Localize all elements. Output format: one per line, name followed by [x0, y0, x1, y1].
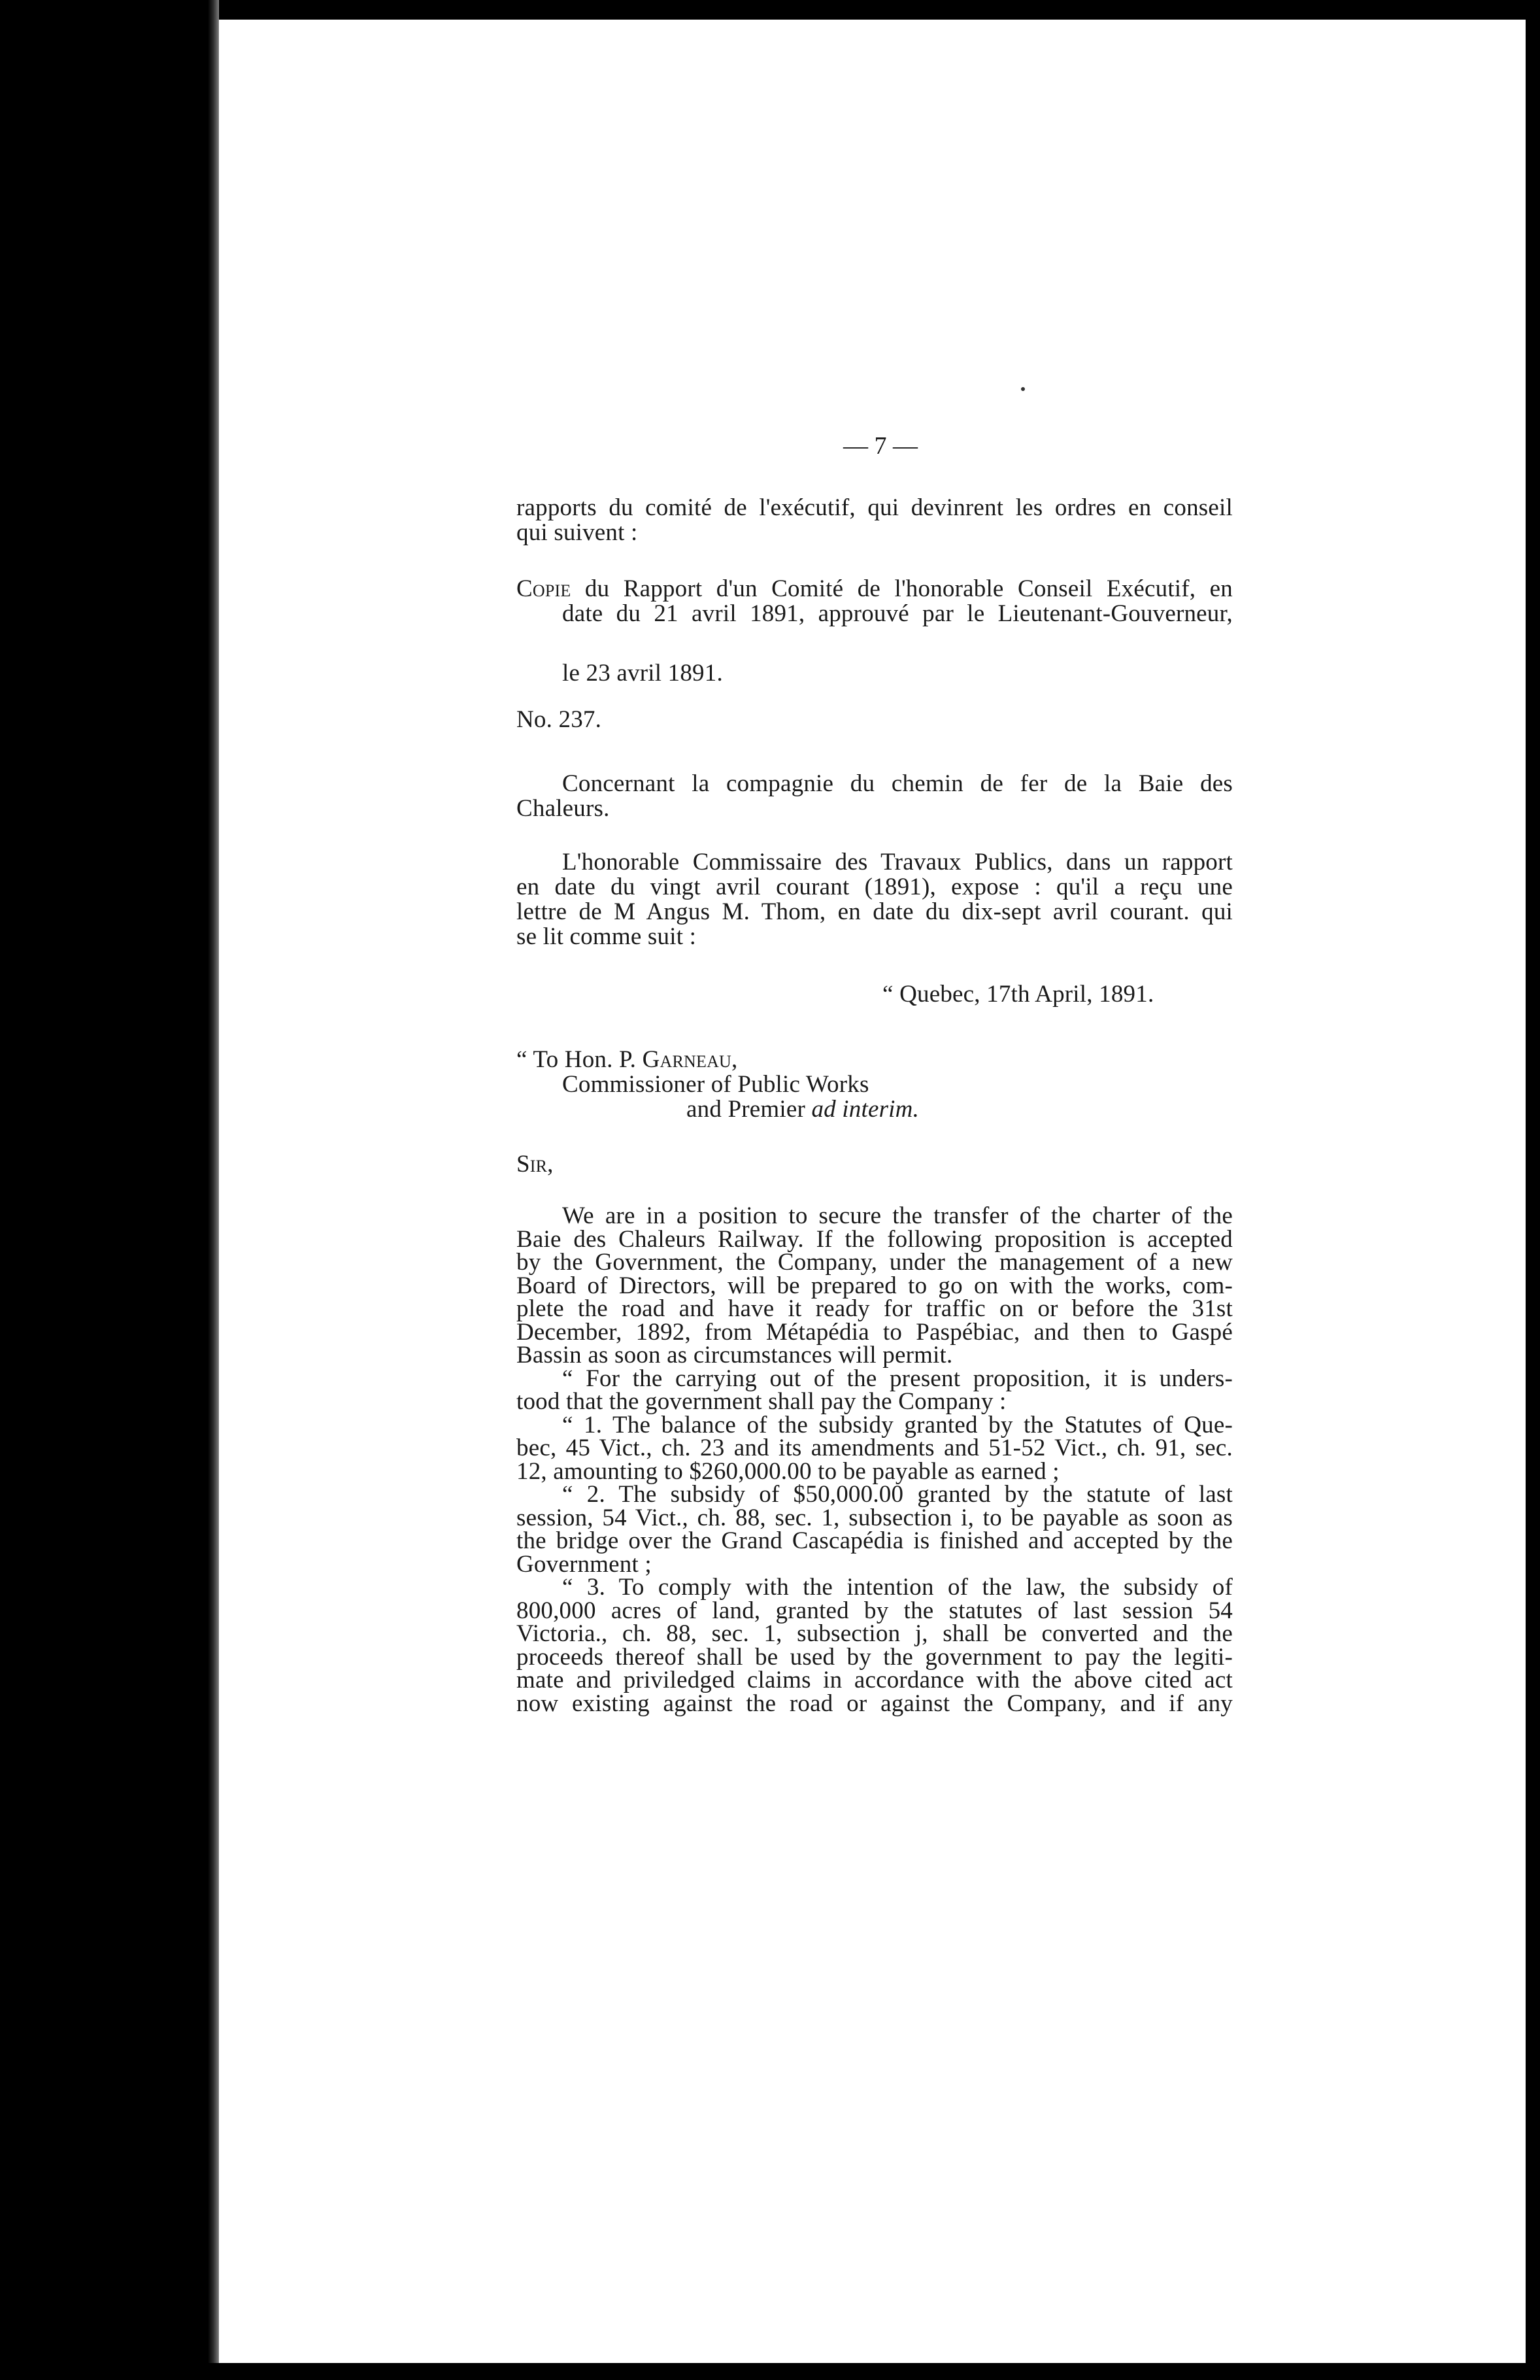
letter-line: “ 1. The balance of the subsidy granted by the Statutes of Que- [562, 1411, 1233, 1438]
letter-line: Baie des Chaleurs Railway. If the following proposition is accepted [516, 1225, 1233, 1253]
address-prefix: “ To Hon. P. [516, 1046, 643, 1073]
intro-paragraph [516, 496, 1233, 545]
letter-line: tood that the government shall pay the Company : [516, 1388, 1007, 1415]
letter-line: Board of Directors, will be prepared to go on with the works, com- [516, 1272, 1233, 1299]
letter-line: session, 54 Vict., ch. 88, sec. 1, subsection i, to be payable as soon as [516, 1504, 1233, 1531]
letter-line: “ For the carrying out of the present proposition, it is unders- [562, 1365, 1233, 1392]
ink-speck [1021, 387, 1025, 391]
copie-line [516, 577, 1233, 602]
scan-border-bottom [0, 2363, 1540, 2380]
address-line3-text: and Premier [686, 1096, 812, 1123]
intro-line: qui suivent : [516, 519, 638, 546]
commissaire-paragraph [516, 850, 1233, 949]
letter-line: December, 1892, from Métapédia to Paspébiac, and then to Gaspé [516, 1318, 1233, 1346]
letter-date: “ Quebec, 17th April, 1891. [882, 981, 1154, 1008]
page-number: — 7 — [843, 432, 918, 460]
letter-line: mate and priviledged claims in accordance with the above cited act [516, 1667, 1233, 1693]
letter-line: Government ; [516, 1550, 652, 1578]
letter-line: “ 2. The subsidy of $50,000.00 granted by the statute of last [562, 1481, 1233, 1508]
commissaire-line: lettre de M Angus M. Thom, en date du dix-sept avril courant. qui [516, 898, 1233, 925]
scan-border-right [1526, 0, 1540, 2380]
salutation: Sir, [516, 1151, 554, 1178]
letter-line: 800,000 acres of land, granted by the statutes of last session 54 [516, 1597, 1233, 1624]
scan-border-top [0, 0, 1540, 20]
commissaire-line: se lit comme suit : [516, 923, 697, 950]
letter-line: Victoria., ch. 88, sec. 1, subsection j, shall be converted and the [516, 1620, 1233, 1647]
address-line3-italic: ad interim. [811, 1096, 920, 1123]
commissaire-line: L'honorable Commissaire des Travaux Publics, dans un rapport [562, 849, 1233, 876]
letter-line: now existing against the road or against the Company, and if any [516, 1690, 1233, 1717]
address-suffix: , [731, 1046, 738, 1073]
letter-line: 12, amounting to $260,000.00 to be payable as earned ; [516, 1457, 1060, 1485]
concernant-line: Concernant la compagnie du chemin de fer de la Baie des [562, 770, 1233, 797]
copie-line: date du 21 avril 1891, approuvé par le Lieutenant-Gouverneur, [562, 600, 1233, 627]
copie-label: Copie [516, 575, 571, 602]
copie-line1-text: du Rapport d'un Comité de l'honorable Conseil Exécutif, en [571, 575, 1233, 602]
address-line [516, 1047, 1233, 1072]
letter-line: bec, 45 Vict., ch. 23 and its amendments and 51-52 Vict., ch. 91, sec. [516, 1435, 1233, 1461]
letter-address [516, 1047, 1233, 1122]
letter-line: We are in a position to secure the transfer of the charter of the [562, 1202, 1233, 1229]
intro-line: rapports du comité de l'exécutif, qui devinrent les ordres en conseil [516, 494, 1233, 521]
letter-line: by the Government, the Company, under the management of a new [516, 1249, 1233, 1276]
address-line [516, 1097, 1233, 1122]
order-number: No. 237. [516, 706, 602, 733]
letter-line: the bridge over the Grand Cascapédia is finished and accepted by the [516, 1527, 1233, 1554]
document-page [222, 20, 1526, 2363]
letter-body [516, 1204, 1233, 1715]
letter-line: plete the road and have it ready for traffic on or before the 31st [516, 1295, 1233, 1322]
copie-heading [516, 577, 1233, 686]
address-name: Garneau [642, 1046, 732, 1073]
concernant-line: Chaleurs. [516, 795, 610, 822]
scan-border-left [0, 0, 219, 2380]
letter-line: “ 3. To comply with the intention of the law, the subsidy of [562, 1574, 1233, 1601]
address-line: Commissioner of Public Works [562, 1071, 869, 1098]
letter-line: Bassin as soon as circumstances will permit. [516, 1342, 953, 1368]
concernant-paragraph [516, 772, 1233, 821]
letter-line: proceeds thereof shall be used by the government to pay the legiti- [516, 1643, 1233, 1671]
commissaire-line: en date du vingt avril courant (1891), expose : qu'il a reçu une [516, 874, 1233, 900]
copie-line: le 23 avril 1891. [562, 660, 723, 687]
